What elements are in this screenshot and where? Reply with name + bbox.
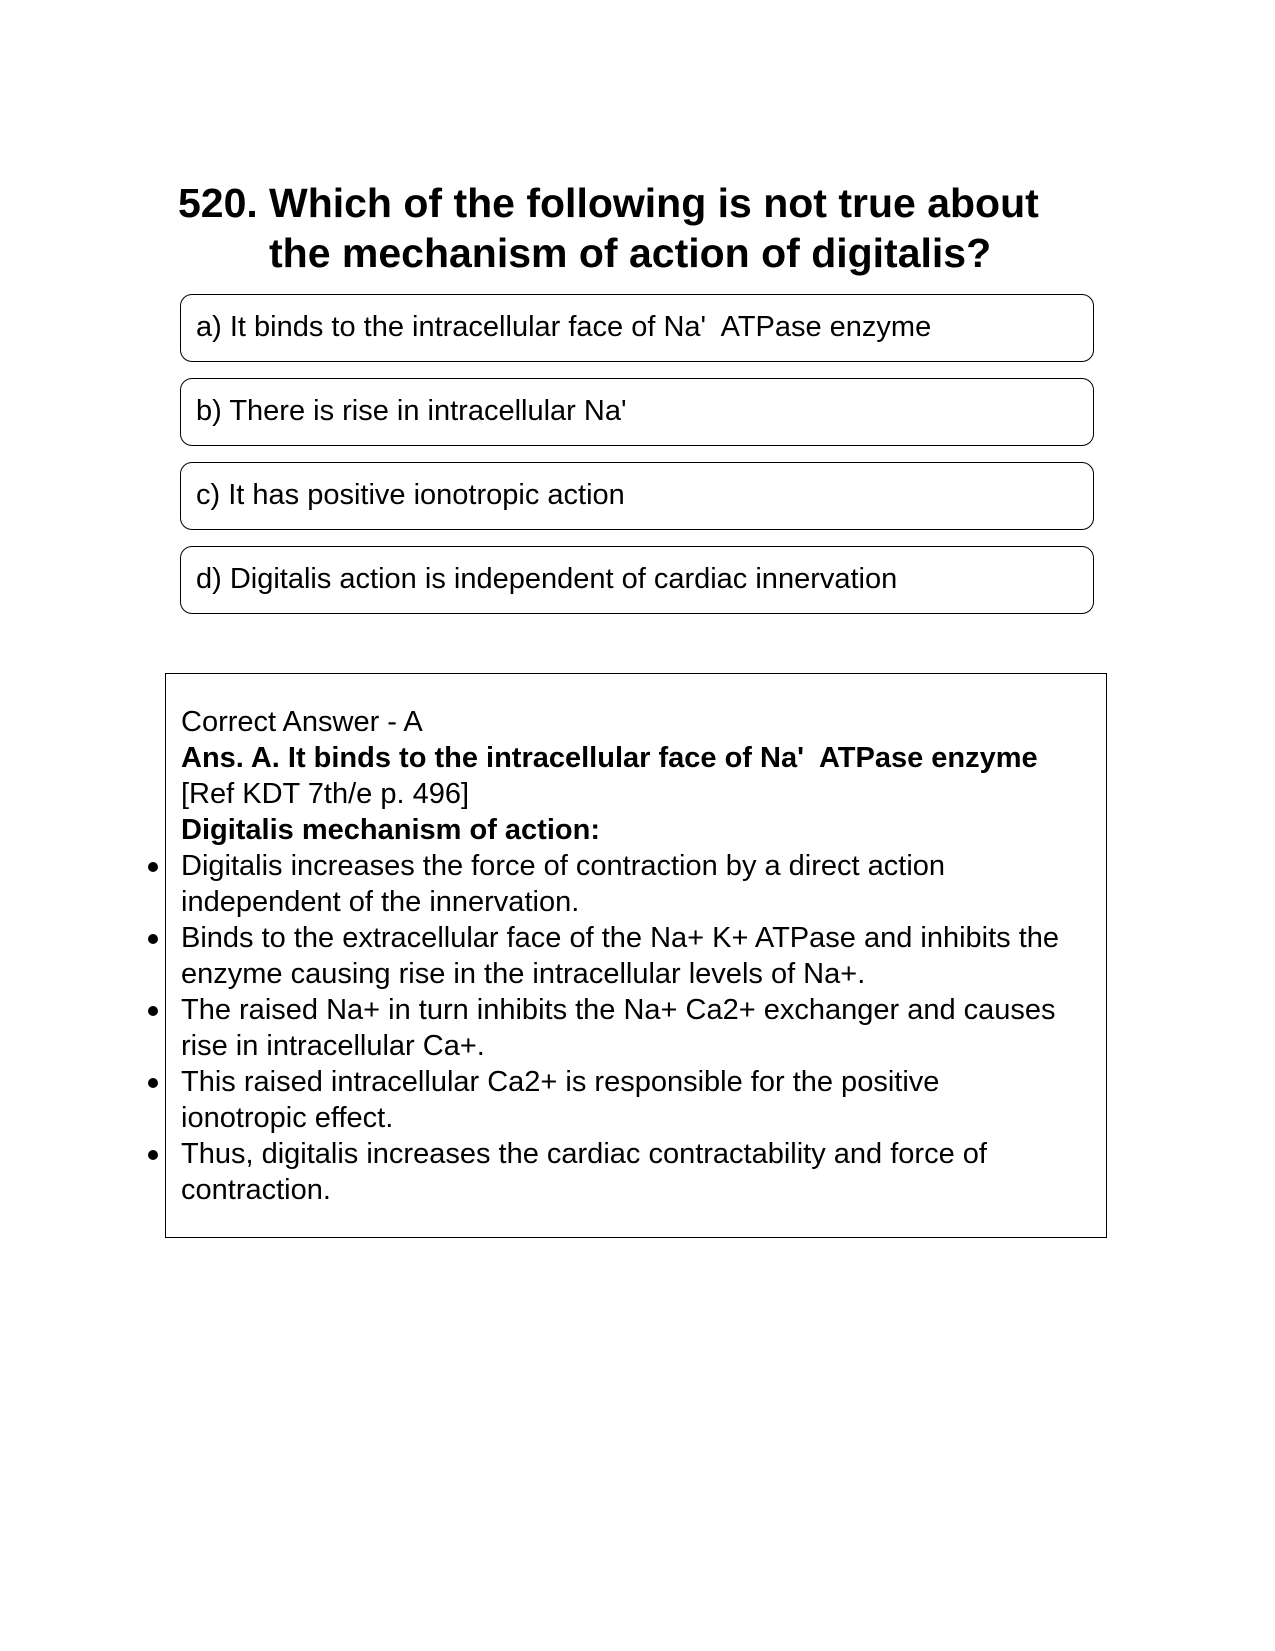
list-item-line: enzyme causing rise in the intracellular levels of Na+. [181, 958, 866, 990]
list-item-line: This raised intracellular Ca2+ is responsible for the positive [181, 1066, 940, 1098]
question-number: 520. [178, 180, 258, 226]
list-item [181, 992, 1101, 1064]
answer-explanation [181, 704, 1101, 1208]
list-item-line: rise in intracellular Ca+. [181, 1030, 485, 1062]
list-item-line: Digitalis increases the force of contraction by a direct action [181, 850, 946, 882]
bullet-icon [148, 1078, 158, 1088]
question-text: Which of the following is not true about the mechanism of action of digitalis? [269, 180, 1039, 276]
mechanism-heading: Digitalis mechanism of action: [181, 814, 600, 846]
list-item-line: contraction. [181, 1174, 331, 1206]
correct-answer: Correct Answer - A [181, 706, 423, 738]
list-item-line: The raised Na+ in turn inhibits the Na+ Ca2+ exchanger and causes [181, 994, 1056, 1026]
bullet-icon [148, 862, 158, 872]
list-item [181, 848, 1101, 920]
list-item [181, 1136, 1101, 1208]
reference: [Ref KDT 7th/e p. 496] [181, 778, 470, 810]
question-block [178, 178, 1078, 278]
list-item [181, 1064, 1101, 1136]
options-list [180, 294, 1094, 630]
option-c[interactable]: c) It has positive ionotropic action [180, 462, 1094, 530]
bullet-icon [148, 934, 158, 944]
list-item-line: Binds to the extracellular face of the Na+ K+ ATPase and inhibits the [181, 922, 1060, 954]
option-b[interactable]: b) There is rise in intracellular Na' [180, 378, 1094, 446]
mechanism-list [181, 848, 1101, 1208]
list-item-line: independent of the innervation. [181, 886, 580, 918]
answer-line: Ans. A. It binds to the intracellular face of Na' ATPase enzyme [181, 742, 1038, 774]
option-a[interactable]: a) It binds to the intracellular face of Na' ATPase enzyme [180, 294, 1094, 362]
list-item-line: Thus, digitalis increases the cardiac contractability and force of [181, 1138, 987, 1170]
list-item-line: ionotropic effect. [181, 1102, 394, 1134]
list-item [181, 920, 1101, 992]
bullet-icon [148, 1150, 158, 1160]
option-d[interactable]: d) Digitalis action is independent of cardiac innervation [180, 546, 1094, 614]
bullet-icon [148, 1006, 158, 1016]
